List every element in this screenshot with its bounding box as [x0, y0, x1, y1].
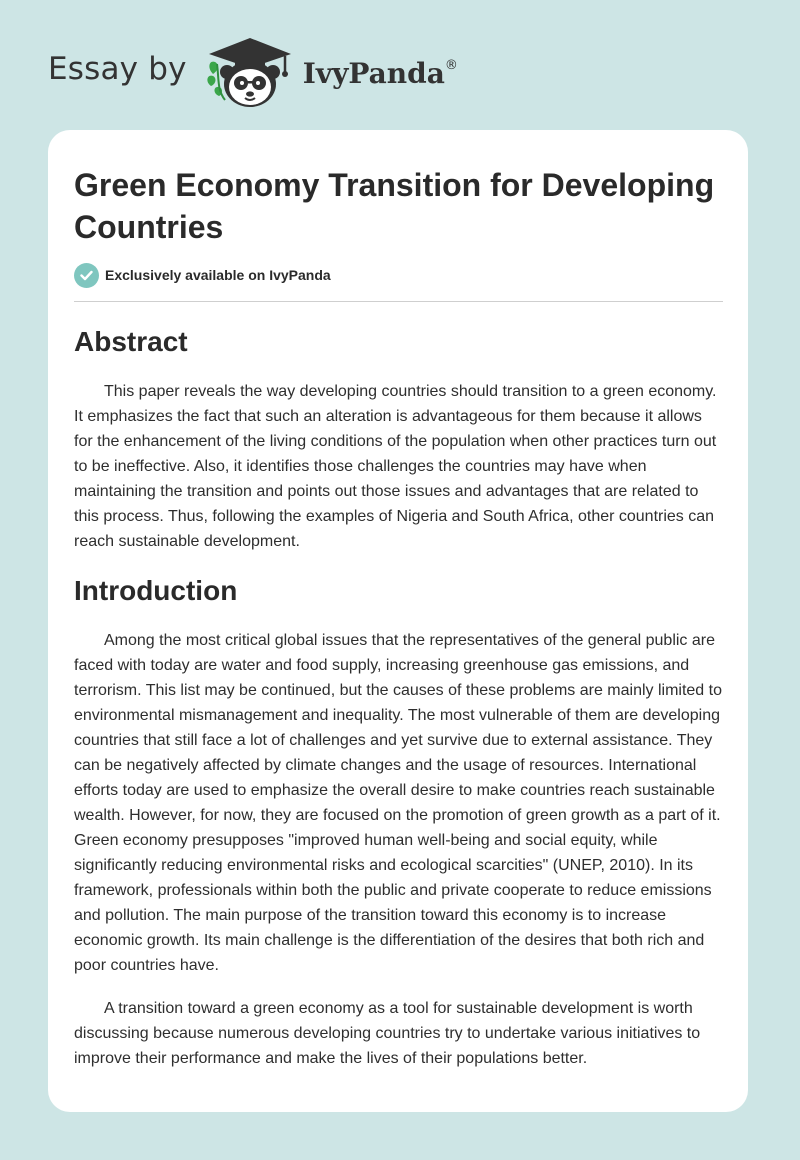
registered-mark: ®: [444, 57, 458, 73]
article-card: [48, 130, 748, 1112]
section-heading-abstract: Abstract: [74, 326, 188, 357]
introduction-paragraph: Among the most critical global issues that the representatives of the general public are faced with today are water and food supply, increasing greenhouse gas emissions, and terrorism. This list may be continued, but the causes of these problems are mainly limited to environmental mismanagement and inequality. The most vulnerable of them are developing countries that still face a lot of challenges and yet survive due to external assistance. They can be negatively affected by climate changes and the usage of resources. International efforts today are used to emphasize the overall desire to make countries reach sustainable wealth. However, for now, they are focused on the promotion of green growth as a part of it. Green economy presupposes "improved human well-being and social equity, while significantly reducing environmental risks and ecological scarcities" (UNEP, 2010). In its framework, professionals within both the public and private cooperate to reduce emissions and pollution. The main purpose of the transition toward this economy is to increase economic growth. Its main challenge is the differentiation of the desires that both rich and poor countries have.: [74, 632, 722, 974]
check-circle-icon: [74, 263, 99, 288]
panda-graduate-icon[interactable]: [205, 34, 295, 110]
site-header: [48, 34, 458, 110]
brand-name[interactable]: IvyPanda®: [302, 56, 458, 90]
page-title: Green Economy Transition for Developing Countries: [74, 167, 715, 245]
essay-by-label: Essay by: [48, 51, 187, 87]
exclusive-badge: [74, 262, 723, 288]
badge-label: Exclusively available on IvyPanda: [105, 267, 331, 283]
section-heading-introduction: Introduction: [74, 575, 238, 606]
article-content: [74, 164, 723, 1071]
divider: [74, 301, 723, 302]
introduction-paragraph: A transition toward a green economy as a tool for sustainable development is worth discussing because numerous developing countries try to undertake various initiatives to improve their performance and make the lives of their populations better.: [74, 1000, 701, 1067]
abstract-paragraph: This paper reveals the way developing countries should transition to a green economy. It emphasizes the fact that such an alteration is advantageous for them because it allows for the enhancement of the living conditions of the population when other practices turn out to be ineffective. Also, it identifies those challenges the countries may have when maintaining the transition and points out those issues and advantages that are related to this process. Thus, following the examples of Nigeria and South Africa, other countries can reach sustainable development.: [74, 383, 717, 550]
